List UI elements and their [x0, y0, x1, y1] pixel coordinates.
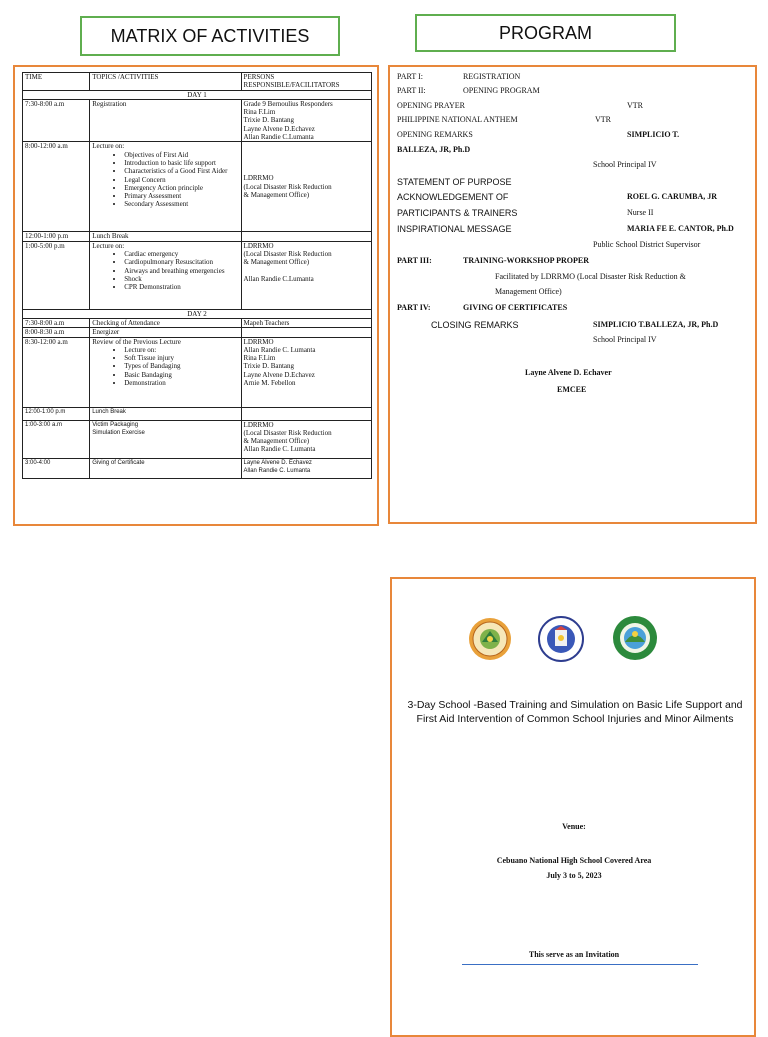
municipal-seal-logo — [612, 615, 656, 659]
program-emcee-name: Layne Alvene D. Echaver — [525, 368, 612, 377]
table-row — [23, 407, 372, 420]
program-label: PROGRAM — [415, 14, 676, 52]
program-part-3: PART III: TRAINING-WORKSHOP PROPER — [397, 256, 590, 265]
program-part-3-facilitator: Facilitated by LDRRMO (Local Disaster Risk Reduction & — [495, 272, 686, 281]
matrix-table — [22, 72, 372, 479]
row-topic: Checking of Attendance — [90, 318, 241, 327]
table-row — [23, 142, 372, 232]
row-topic: Lunch Break — [90, 407, 241, 420]
cover-panel — [390, 577, 756, 1037]
cover-invitation: This serve as an Invitation — [528, 950, 620, 959]
row-topic: Energizer — [90, 328, 241, 337]
school-seal-logo — [468, 617, 512, 661]
program-part-2: PART II: OPENING PROGRAM — [397, 86, 540, 95]
program-anthem: PHILIPPINE NATIONAL ANTHEM VTR — [397, 115, 611, 124]
row-time: 1:00-5:00 p.m — [23, 241, 90, 309]
program-part-4: PART IV: GIVING OF CERTIFICATES — [397, 303, 568, 312]
program-closing-remarks: CLOSING REMARKS SIMPLICIO T.BALLEZA, JR, Ph.D — [431, 320, 719, 330]
program-part-3-facilitator-2: Management Office) — [495, 287, 562, 296]
program-opening-remarks: OPENING REMARKS SIMPLICIO T. — [397, 130, 680, 139]
program-purpose: STATEMENT OF PURPOSE — [397, 177, 512, 187]
program-closing-role: School Principal IV — [593, 335, 657, 344]
program-acknowledgement: ACKNOWLEDGEMENT OF ROEL G. CARUMBA, JR — [397, 192, 718, 202]
row-topic: Registration — [90, 99, 241, 141]
deped-seal-logo — [538, 616, 582, 660]
row-time: 12:00-1:00 p.m — [23, 407, 90, 420]
row-topic: Victim Packaging Simulation Exercise — [90, 420, 241, 458]
table-row — [23, 458, 372, 478]
row-persons: LDRRMO (Local Disaster Risk Reduction & Management Office) Allan Randie C. Lumanta — [241, 420, 371, 458]
header-topics: TOPICS /ACTIVITIES — [90, 73, 241, 91]
row-persons: LDRRMO Allan Randie C. Lumanta Rina F.Lim Trixie D. Bantang Layne Alvene D.Echavez Arnie M. Febellon — [241, 337, 371, 407]
cover-dates: July 3 to 5, 2023 — [546, 871, 602, 880]
program-inspirational-role: Public School District Supervisor — [593, 240, 701, 249]
program-opening-role: School Principal IV — [593, 160, 657, 169]
day-2-heading: DAY 2 — [23, 309, 372, 318]
table-row — [23, 337, 372, 407]
row-persons: LDRRMO (Local Disaster Risk Reduction & Management Office) Allan Randie C.Lumanta — [241, 241, 371, 309]
program-inspirational: INSPIRATIONAL MESSAGE MARIA FE E. CANTOR, Ph.D — [397, 224, 734, 234]
row-time: 8:00-12:00 a.m — [23, 142, 90, 232]
cover-title: 3-Day School -Based Training and Simulation on Basic Life Support and First Aid Intervention of Common School Injuries and Minor Ailments — [407, 699, 743, 725]
header-persons: PERSONS RESPONSIBLE/FACILITATORS — [241, 73, 371, 91]
row-persons — [241, 328, 371, 337]
program-opening-speaker: BALLEZA, JR, Ph.D — [397, 145, 471, 154]
row-time: 7:30-8:00 a.m — [23, 99, 90, 141]
program-participants: PARTICIPANTS & TRAINERS Nurse II — [397, 208, 654, 218]
cover-venue: Cebuano National High School Covered Area — [496, 856, 652, 865]
table-row — [23, 241, 372, 309]
program-opening-prayer: OPENING PRAYER VTR — [397, 101, 643, 110]
row-topic: Review of the Previous Lecture • Lecture on: • Soft Tissue injury • Types of Bandaging • Basic Bandaging • Demonstration — [90, 337, 241, 407]
row-time: 8:00-8:30 a.m — [23, 328, 90, 337]
row-persons: LDRRMO (Local Disaster Risk Reduction & Management Office) — [241, 142, 371, 232]
invitation-underline — [462, 964, 698, 965]
table-row — [23, 318, 372, 327]
row-topic: Lunch Break — [90, 232, 241, 241]
cover-venue-label: Venue: — [562, 822, 586, 831]
row-time: 1:00-3:00 a.m — [23, 420, 90, 458]
header-time: TIME — [23, 73, 90, 91]
row-persons — [241, 232, 371, 241]
table-row — [23, 420, 372, 458]
row-topic: Lecture on: • Cardiac emergency • Cardiopulmonary Resuscitation • Airways and breathing emergencies • Shock • CPR Demonstration — [90, 241, 241, 309]
row-persons: Mapeh Teachers — [241, 318, 371, 327]
row-persons — [241, 407, 371, 420]
row-persons: Grade 9 Bernoulius Responders Rina F.Lim Trixie D. Bantang Layne Alvene D.Echavez Allan Randie C.Lumanta — [241, 99, 371, 141]
row-time: 12:00-1:00 p.m — [23, 232, 90, 241]
program-emcee-label: EMCEE — [557, 385, 587, 394]
day-1-heading: DAY 1 — [23, 90, 372, 99]
row-topic: Giving of Certificate — [90, 458, 241, 478]
program-part-1: PART I: REGISTRATION — [397, 72, 521, 81]
program-panel — [388, 65, 757, 524]
row-time: 3:00-4:00 — [23, 458, 90, 478]
table-row — [23, 232, 372, 241]
matrix-label: MATRIX OF ACTIVITIES — [80, 16, 340, 56]
table-row — [23, 99, 372, 141]
row-topic: Lecture on: • Objectives of First Aid • Introduction to basic life support • Characteristics of a Good First Aider • Legal Concern • Emergency Action principle • Primary Assessment • Secondary Assessment — [90, 142, 241, 232]
table-header-row — [23, 73, 372, 91]
row-time: 8:30-12:00 a.m — [23, 337, 90, 407]
row-time: 7:30-8:00 a.m — [23, 318, 90, 327]
row-persons: Layne Alvene D. Echavez Allan Randie C. Lumanta — [241, 458, 371, 478]
table-row — [23, 328, 372, 337]
matrix-panel — [13, 65, 379, 526]
